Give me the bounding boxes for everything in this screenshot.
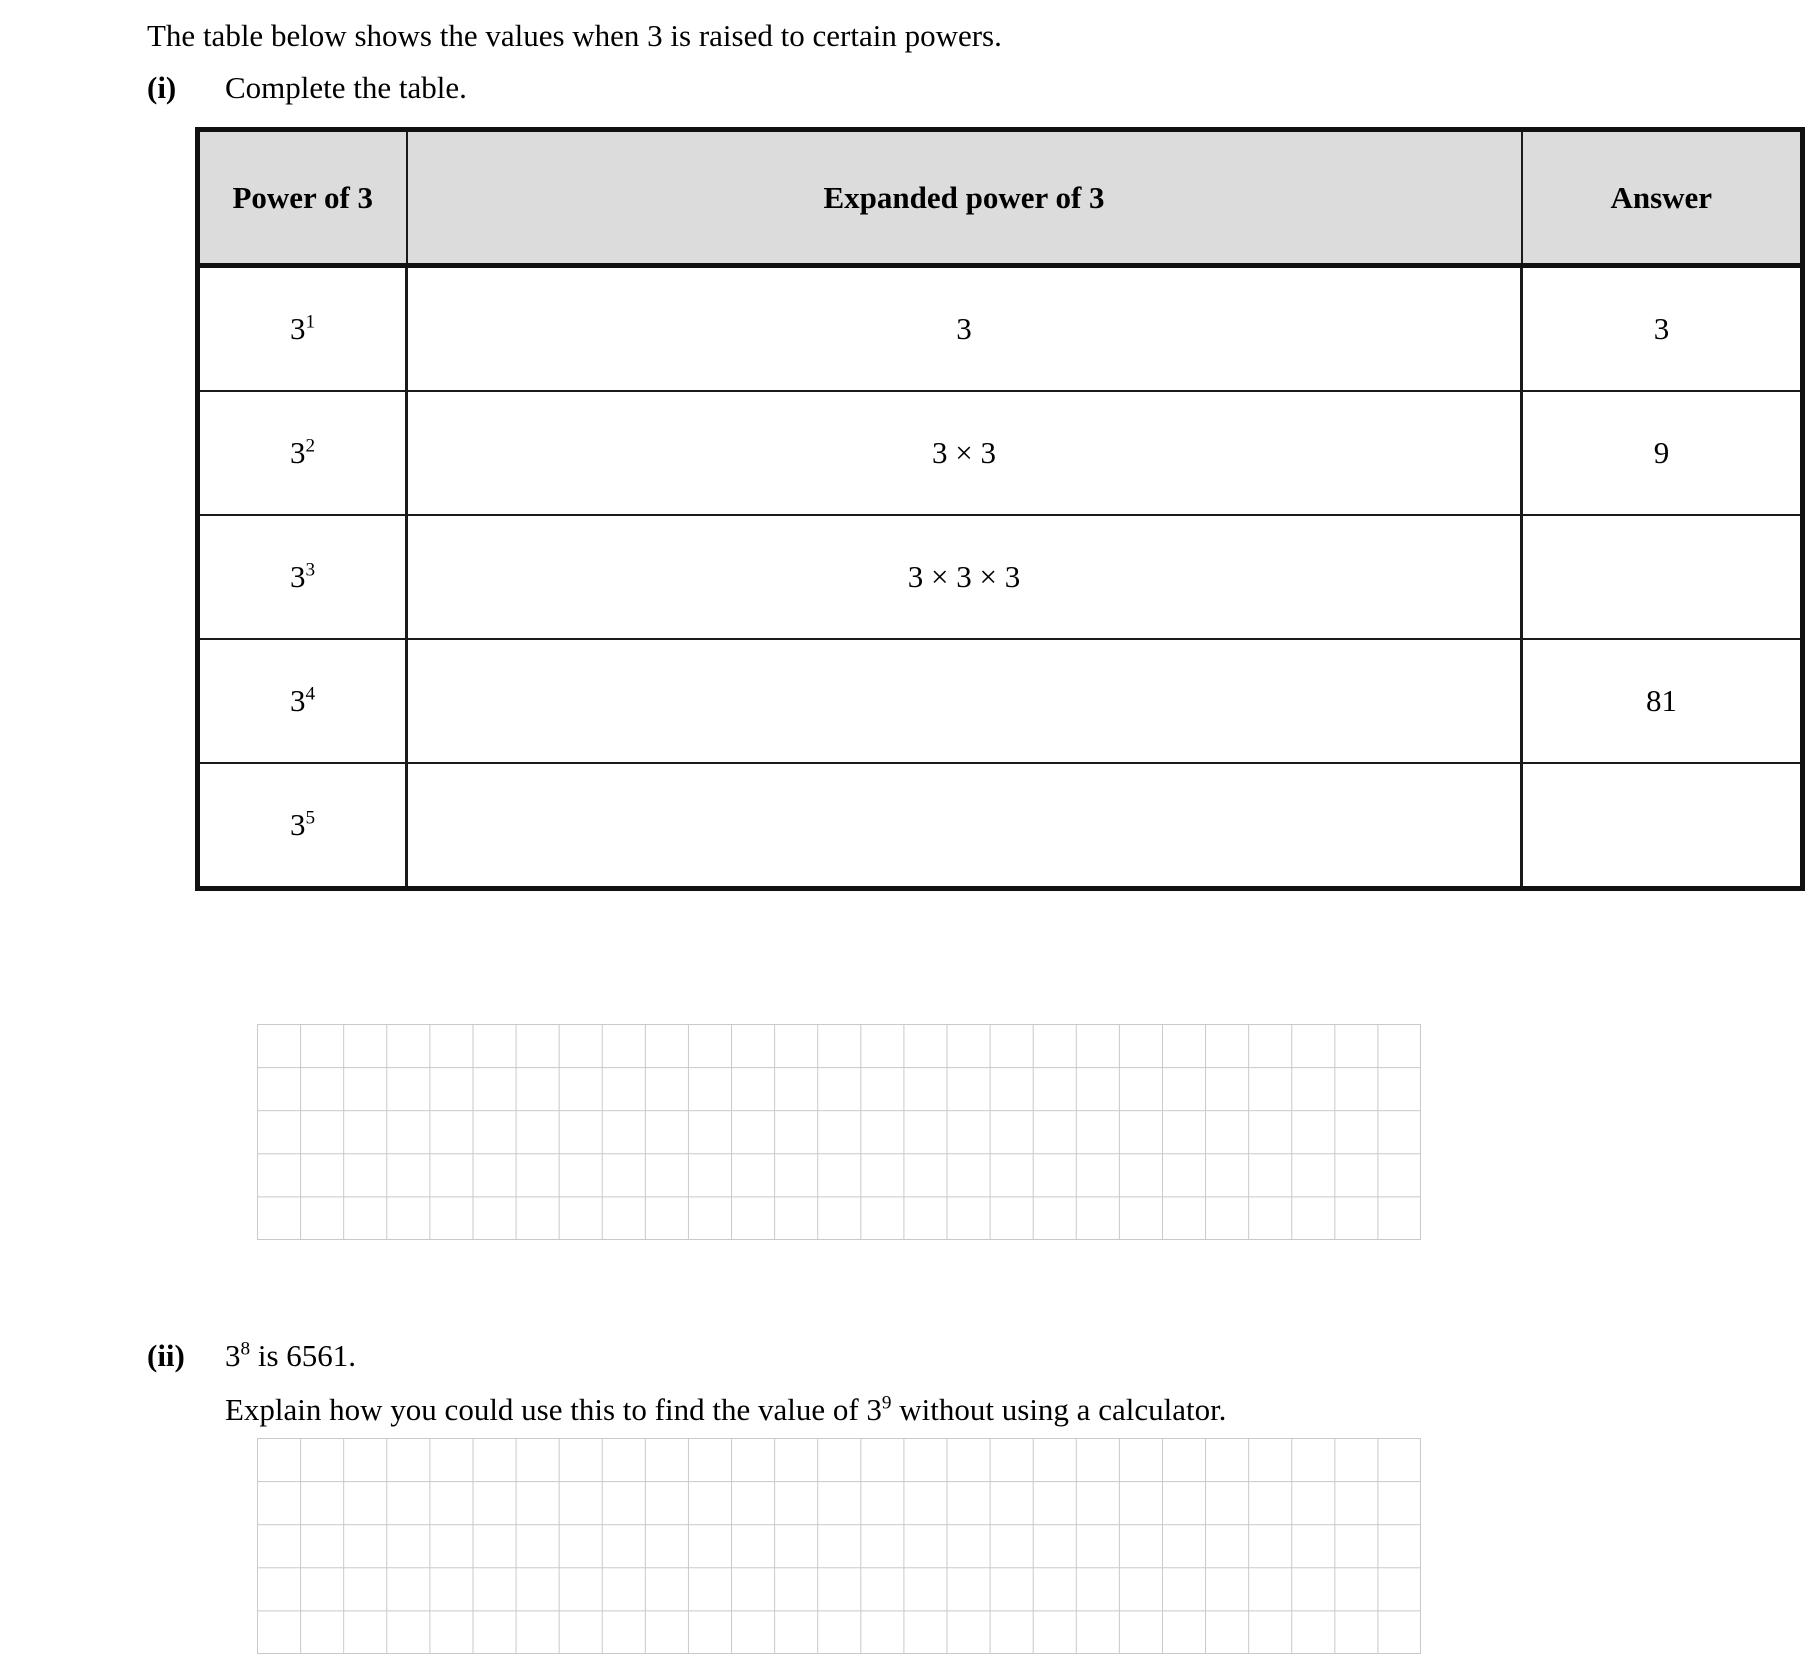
cell-power-of-3 bbox=[198, 515, 407, 639]
cell-expanded-power-blank[interactable] bbox=[407, 639, 1522, 763]
part-ii-exponent: 8 bbox=[240, 1338, 251, 1360]
powers-of-three-table bbox=[195, 127, 1805, 891]
table-row bbox=[198, 266, 1803, 392]
part-ii-row bbox=[147, 1334, 356, 1378]
cell-power-of-3 bbox=[198, 763, 407, 889]
explain-text-prefix: Explain how you could use this to find the value of 3 bbox=[225, 1392, 882, 1427]
power-exponent: 2 bbox=[305, 435, 316, 457]
part-ii-explain-row bbox=[147, 1388, 1226, 1432]
column-header-expanded-power: Expanded power of 3 bbox=[407, 130, 1522, 266]
part-ii-text bbox=[225, 1334, 356, 1378]
cell-expanded-power-blank[interactable] bbox=[407, 763, 1522, 889]
cell-expanded-power[interactable]: 3 × 3 × 3 bbox=[407, 515, 1522, 639]
answer-grid-part-i[interactable] bbox=[257, 1024, 1421, 1240]
power-base: 3 bbox=[289, 807, 306, 842]
cell-answer[interactable]: 81 bbox=[1522, 639, 1803, 763]
part-ii-explain-text bbox=[225, 1388, 1226, 1432]
power-base: 3 bbox=[289, 435, 306, 470]
power-exponent: 5 bbox=[305, 807, 316, 829]
part-ii-text-suffix: is 6561. bbox=[250, 1338, 357, 1373]
explain-exponent: 9 bbox=[881, 1392, 892, 1414]
cell-power-of-3 bbox=[198, 266, 407, 392]
table-row bbox=[198, 763, 1803, 889]
part-i-text: Complete the table. bbox=[225, 70, 467, 105]
table-row bbox=[198, 515, 1803, 639]
table-row bbox=[198, 639, 1803, 763]
cell-answer-blank[interactable] bbox=[1522, 515, 1803, 639]
cell-answer[interactable]: 9 bbox=[1522, 391, 1803, 515]
power-base: 3 bbox=[289, 559, 306, 594]
power-base: 3 bbox=[289, 683, 306, 718]
column-header-answer: Answer bbox=[1522, 130, 1803, 266]
part-ii-text-prefix: 3 bbox=[225, 1338, 241, 1373]
power-exponent: 3 bbox=[305, 559, 316, 581]
cell-expanded-power[interactable]: 3 bbox=[407, 266, 1522, 392]
column-header-power-of-3: Power of 3 bbox=[198, 130, 407, 266]
part-ii-label: (ii) bbox=[147, 1338, 185, 1373]
power-exponent: 4 bbox=[305, 683, 316, 705]
answer-grid-part-ii[interactable] bbox=[257, 1438, 1421, 1654]
cell-power-of-3 bbox=[198, 639, 407, 763]
part-i-row bbox=[147, 66, 467, 110]
part-i-label: (i) bbox=[147, 70, 177, 105]
power-exponent: 1 bbox=[305, 311, 316, 333]
power-base: 3 bbox=[289, 311, 306, 346]
cell-expanded-power[interactable]: 3 × 3 bbox=[407, 391, 1522, 515]
table-row bbox=[198, 391, 1803, 515]
table-header-row bbox=[198, 130, 1803, 266]
explain-text-suffix: without using a calculator. bbox=[891, 1392, 1227, 1427]
cell-answer[interactable]: 3 bbox=[1522, 266, 1803, 392]
cell-answer-blank[interactable] bbox=[1522, 763, 1803, 889]
question-intro-text: The table below shows the values when 3 is raised to certain powers. bbox=[147, 18, 1002, 53]
cell-power-of-3 bbox=[198, 391, 407, 515]
